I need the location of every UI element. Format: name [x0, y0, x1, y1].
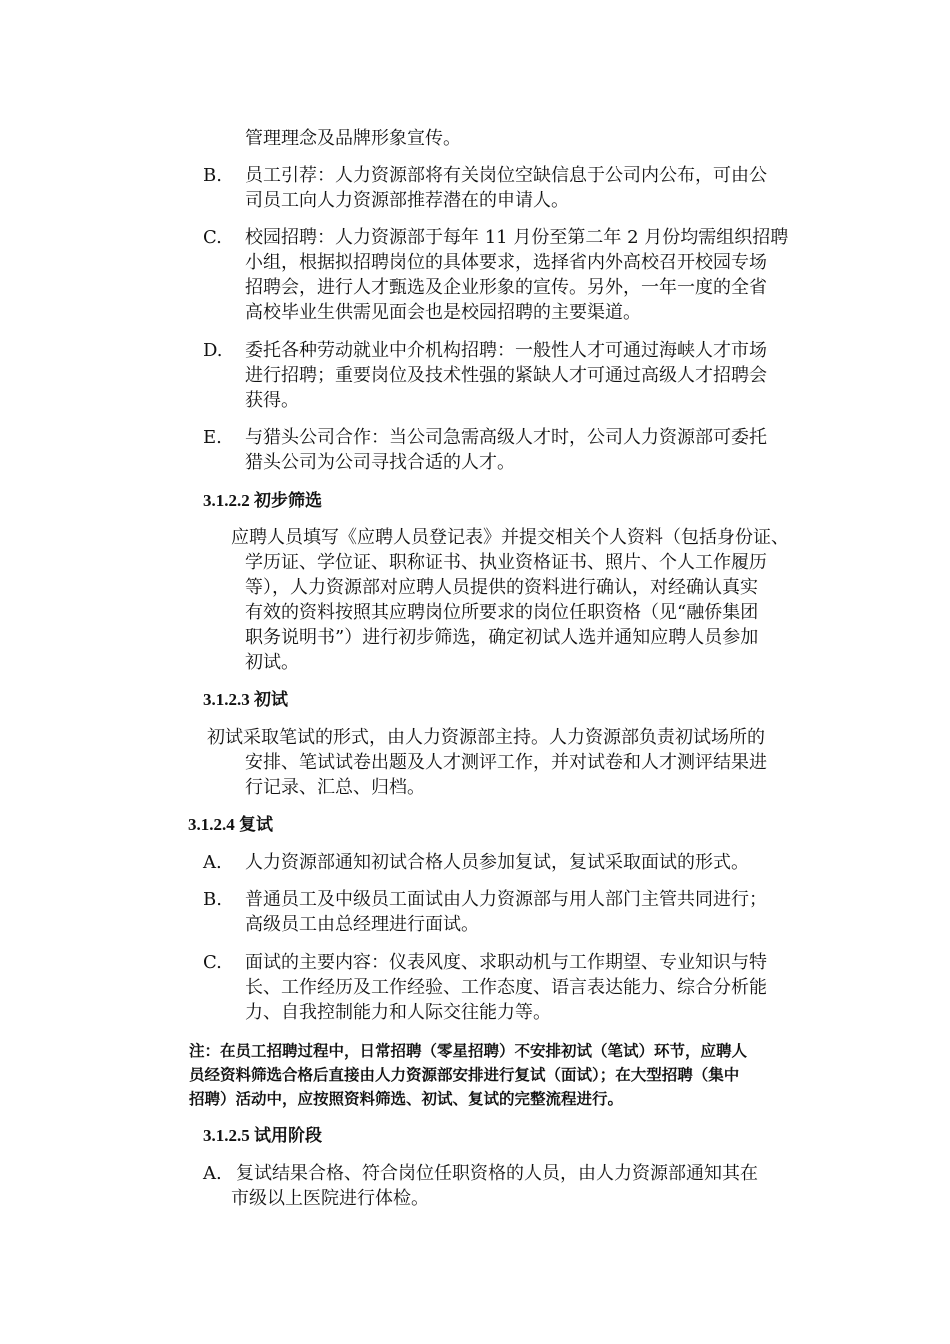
section-3122-line-6: 初试。: [245, 652, 299, 673]
section-3124-c-line-1: 面试的主要内容：仪表风度、求职动机与工作期望、专业知识与特: [245, 952, 767, 973]
list-item-b-line-1: 员工引荐：人力资源部将有关岗位空缺信息于公司内公布，可由公: [245, 165, 767, 186]
section-3122-line-3: 等），人力资源部对应聘人员提供的资料进行确认，对经确认真实: [245, 577, 758, 598]
section-3122-line-2: 学历证、学位证、职称证书、执业资格证书、照片、个人工作履历: [245, 552, 767, 573]
section-3124-b-line-2: 高级员工由总经理进行面试。: [245, 914, 479, 935]
section-3124-c-line-3: 力、自我控制能力和人际交往能力等。: [245, 1002, 551, 1023]
list-item-letter-e: E.: [203, 427, 222, 448]
list-item-b-line-2: 司员工向人力资源部推荐潜在的申请人。: [245, 190, 569, 211]
list-item-c-line-1: 校园招聘：人力资源部于每年 11 月份至第二年 2 月份均需组织招聘: [245, 227, 789, 248]
section-3125-a-line-1: 复试结果合格、符合岗位任职资格的人员，由人力资源部通知其在: [236, 1163, 758, 1184]
list-item-letter-c: C.: [203, 227, 222, 248]
section-heading-3122: 3.1.2.2 初步筛选: [203, 491, 322, 510]
note-line-1: 注：在员工招聘过程中，日常招聘（零星招聘）不安排初试（笔试）环节，应聘人: [189, 1042, 748, 1060]
note-line-2: 员经资料筛选合格后直接由人力资源部安排进行复试（面试）；在大型招聘（集中: [189, 1066, 740, 1084]
intro-tail-line: 管理理念及品牌形象宣传。: [245, 128, 461, 149]
section-3124-c-line-2: 长、工作经历及工作经验、工作态度、语言表达能力、综合分析能: [245, 977, 767, 998]
section-3124-a-line-1: 人力资源部通知初试合格人员参加复试，复试采取面试的形式。: [245, 852, 749, 873]
list-item-c-line-4: 高校毕业生供需见面会也是校园招聘的主要渠道。: [245, 302, 641, 323]
section-3123-line-1: 初试采取笔试的形式，由人力资源部主持。人力资源部负责初试场所的: [207, 727, 765, 748]
section-3125-a-line-2: 市级以上医院进行体检。: [231, 1188, 429, 1209]
note-line-3: 招聘）活动中，应按照资料筛选、初试、复试的完整流程进行。: [189, 1090, 624, 1108]
list-item-letter-a: A.: [203, 1163, 222, 1184]
list-item-e-line-1: 与猎头公司合作：当公司急需高级人才时，公司人力资源部可委托: [245, 427, 767, 448]
section-heading-3124: 3.1.2.4 复试: [188, 815, 273, 834]
list-item-c-line-2: 小组，根据拟招聘岗位的具体要求，选择省内外高校召开校园专场: [245, 252, 767, 273]
section-3123-line-2: 安排、笔试试卷出题及人才测评工作，并对试卷和人才测评结果进: [245, 752, 767, 773]
section-heading-3125: 3.1.2.5 试用阶段: [203, 1126, 322, 1145]
list-item-d-line-3: 获得。: [245, 390, 299, 411]
list-item-letter-a: A.: [203, 852, 222, 873]
section-3122-line-1: 应聘人员填写《应聘人员登记表》并提交相关个人资料（包括身份证、: [231, 527, 789, 548]
list-item-letter-b: B.: [203, 165, 222, 186]
section-heading-3123: 3.1.2.3 初试: [203, 690, 288, 709]
list-item-c-line-3: 招聘会，进行人才甄选及企业形象的宣传。另外，一年一度的全省: [245, 277, 767, 298]
list-item-letter-b: B.: [203, 889, 222, 910]
list-item-d-line-2: 进行招聘；重要岗位及技术性强的紧缺人才可通过高级人才招聘会: [245, 365, 767, 386]
section-3122-line-4: 有效的资料按照其应聘岗位所要求的岗位任职资格（见“融侨集团: [245, 602, 759, 623]
section-3124-b-line-1: 普通员工及中级员工面试由人力资源部与用人部门主管共同进行；: [245, 889, 767, 910]
section-3123-line-3: 行记录、汇总、归档。: [245, 777, 425, 798]
list-item-e-line-2: 猎头公司为公司寻找合适的人才。: [245, 452, 515, 473]
list-item-letter-d: D.: [203, 340, 223, 361]
list-item-letter-c: C.: [203, 952, 222, 973]
list-item-d-line-1: 委托各种劳动就业中介机构招聘：一般性人才可通过海峡人才市场: [245, 340, 767, 361]
section-3122-line-5: 职务说明书”）进行初步筛选，确定初试人选并通知应聘人员参加: [245, 627, 759, 648]
